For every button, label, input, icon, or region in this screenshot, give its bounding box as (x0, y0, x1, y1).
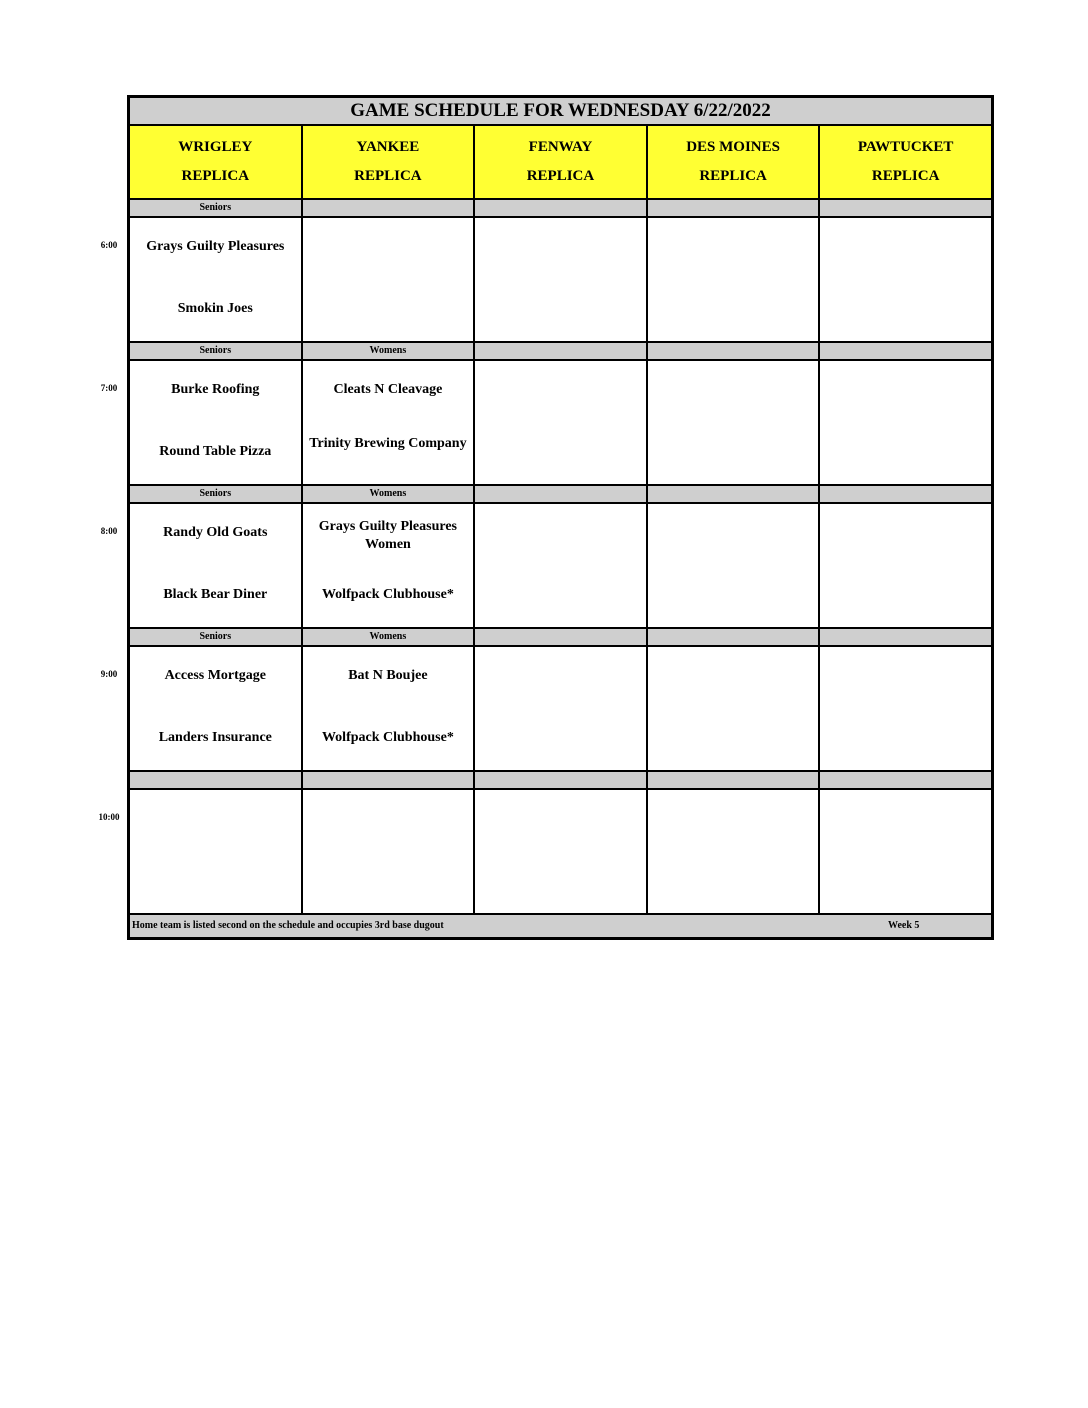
game-cell (820, 361, 991, 484)
game-cell (130, 504, 303, 627)
game-cell (303, 504, 476, 627)
game-cell (648, 361, 821, 484)
field-header-fenway (475, 126, 648, 198)
game-cell (130, 361, 303, 484)
game-cell (475, 218, 648, 341)
game-row (130, 361, 991, 486)
division-label (475, 486, 648, 502)
game-row (130, 504, 991, 629)
time-label: 9:00 (100, 669, 118, 679)
division-label: Seniors (130, 486, 303, 502)
game-cell (648, 790, 821, 913)
field-subtitle: REPLICA (526, 168, 595, 184)
division-label (820, 772, 991, 788)
division-label (648, 772, 821, 788)
division-label: Womens (303, 629, 476, 645)
division-label (648, 343, 821, 359)
field-name: DES MOINES (686, 139, 780, 155)
field-header-des-moines (648, 126, 821, 198)
schedule-table (127, 95, 994, 940)
game-cell (820, 790, 991, 913)
division-label (648, 629, 821, 645)
time-label: 8:00 (100, 526, 118, 536)
division-label (130, 772, 303, 788)
away-team: Bat N Boujee (348, 668, 428, 683)
field-name: FENWAY (528, 139, 593, 155)
division-label (820, 629, 991, 645)
time-label: 7:00 (100, 383, 118, 393)
week-label: Week 5 (888, 920, 920, 931)
division-label (820, 343, 991, 359)
division-label (648, 200, 821, 216)
game-cell (130, 218, 303, 341)
division-label: Womens (303, 343, 476, 359)
home-team: Round Table Pizza (159, 444, 272, 459)
game-cell (130, 647, 303, 770)
division-row (130, 200, 991, 218)
field-name: PAWTUCKET (857, 139, 954, 155)
division-label (648, 486, 821, 502)
game-cell (303, 647, 476, 770)
division-row (130, 772, 991, 790)
game-cell (303, 361, 476, 484)
division-label (303, 200, 476, 216)
game-row (130, 218, 991, 343)
field-header-pawtucket (820, 126, 991, 198)
division-label (820, 486, 991, 502)
home-team: Wolfpack Clubhouse* (321, 730, 454, 745)
time-slots (130, 200, 991, 915)
division-label (475, 629, 648, 645)
field-name: YANKEE (356, 139, 420, 155)
field-subtitle: REPLICA (181, 168, 250, 184)
home-team: Smokin Joes (177, 301, 253, 316)
division-label: Seniors (130, 629, 303, 645)
home-team: Trinity Brewing Company (309, 436, 467, 451)
division-row (130, 486, 991, 504)
field-name: WRIGLEY (178, 139, 253, 155)
game-cell (820, 504, 991, 627)
time-label: 10:00 (98, 812, 120, 822)
game-cell (475, 790, 648, 913)
game-cell (820, 647, 991, 770)
away-team: Grays Guilty Pleasures Women (318, 519, 457, 552)
field-subtitle: REPLICA (699, 168, 767, 184)
field-subtitle: REPLICA (354, 168, 422, 184)
game-row (130, 647, 991, 772)
division-row (130, 343, 991, 361)
home-team-note: Home team is listed second on the schedule and occupies 3rd base dugout (132, 920, 444, 931)
away-team: Burke Roofing (171, 382, 260, 397)
division-label (475, 772, 648, 788)
home-team: Landers Insurance (158, 730, 272, 745)
game-cell (648, 647, 821, 770)
division-label: Seniors (130, 343, 303, 359)
game-cell (475, 361, 648, 484)
division-label (303, 772, 476, 788)
away-team: Randy Old Goats (163, 525, 268, 540)
away-team: Access Mortgage (164, 668, 267, 683)
division-label: Seniors (130, 200, 303, 216)
home-team: Wolfpack Clubhouse* (321, 587, 454, 602)
field-header-yankee (303, 126, 476, 198)
game-cell (820, 218, 991, 341)
division-label (475, 343, 648, 359)
game-cell (648, 504, 821, 627)
game-cell (648, 218, 821, 341)
division-label (475, 200, 648, 216)
game-cell (303, 218, 476, 341)
away-team: Grays Guilty Pleasures (146, 239, 285, 254)
division-label (820, 200, 991, 216)
game-cell (303, 790, 476, 913)
game-row (130, 790, 991, 915)
field-subtitle: REPLICA (871, 168, 940, 184)
field-header-wrigley (130, 126, 303, 198)
home-team: Black Bear Diner (163, 587, 268, 602)
game-cell (475, 647, 648, 770)
schedule-title: GAME SCHEDULE FOR WEDNESDAY 6/22/2022 (130, 98, 991, 126)
away-team: Cleats N Cleavage (333, 382, 443, 397)
division-row (130, 629, 991, 647)
field-header-row (130, 126, 991, 200)
game-cell (475, 504, 648, 627)
division-label: Womens (303, 486, 476, 502)
time-label: 6:00 (100, 240, 118, 250)
game-cell (130, 790, 303, 913)
schedule-footer (130, 915, 991, 937)
